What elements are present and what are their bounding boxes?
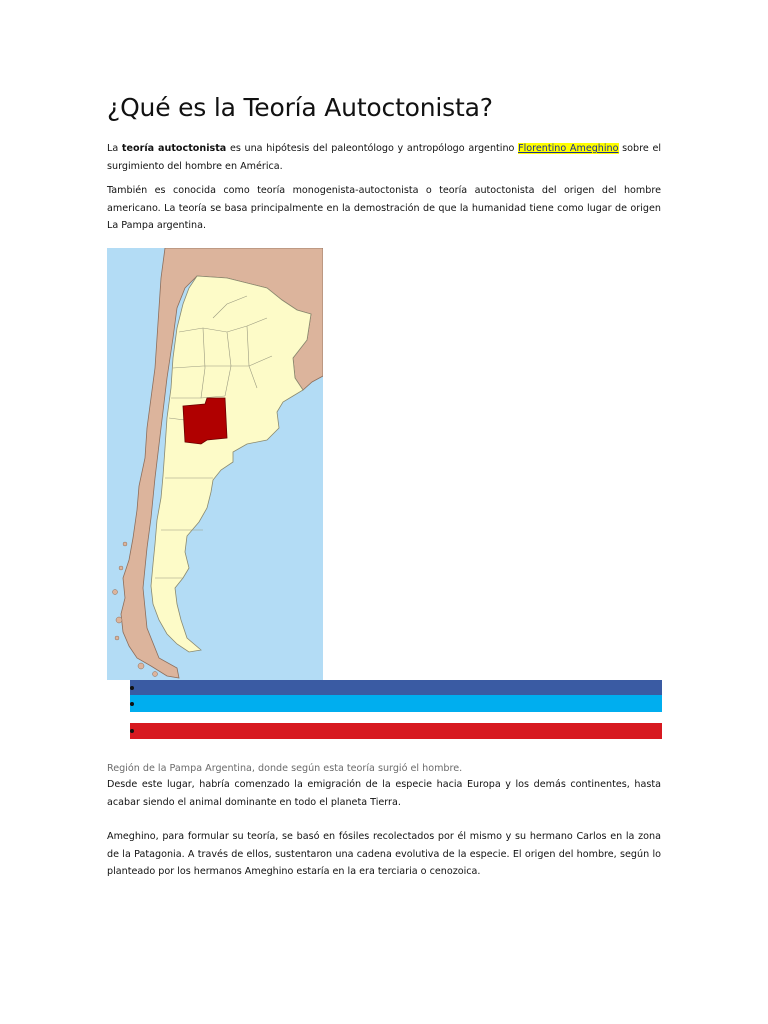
intro-prefix: La: [107, 143, 122, 154]
intro-bold-term: teoría autoctonista: [121, 143, 227, 154]
map-caption: Región de la Pampa Argentina, donde según esta teoría surgió el hombre.: [107, 763, 463, 774]
bullet-dot: [130, 729, 134, 733]
intro-paragraph: [107, 140, 661, 175]
ameghino-link[interactable]: Florentino Ameghino: [518, 143, 619, 154]
emigration-paragraph: Desde este lugar, habría comenzado la emigración de la especie hacia Europa y los demás continentes, hasta acabar siendo el animal dominante en todo el planeta Tierra.: [107, 779, 661, 808]
fossils-paragraph: Ameghino, para formular su teoría, se basó en fósiles recolectados por él mismo y su hermano Carlos en la zona de la Patagonia. A través de ellos, sustentaron una cadena evolutiva de la especie. El origen del hombre, según lo planteado por los hermanos Ameghino estaría en la era terciaria o cenozoica.: [107, 831, 661, 877]
page-title: ¿Qué es la Teoría Autoctonista?: [107, 93, 493, 122]
la-pampa-map: [107, 248, 323, 680]
blue-bar: [130, 680, 662, 695]
cyan-bar: [130, 695, 662, 712]
bullet-dot: [130, 702, 134, 706]
red-bar: [130, 723, 662, 739]
description-paragraph: También es conocida como teoría monogenista-autoctonista o teoría autoctonista del origen del hombre americano. La teoría se basa principalmente en la demostración de que la humanidad tiene como lugar de origen La Pampa argentina.: [107, 185, 661, 231]
map-svg: [107, 248, 323, 680]
intro-suffix: sobre el surgimiento del hombre en América.: [107, 143, 662, 172]
intro-middle: es una hipótesis del paleontólogo y antropólogo argentino: [226, 143, 519, 154]
bullet-dot: [130, 686, 134, 690]
